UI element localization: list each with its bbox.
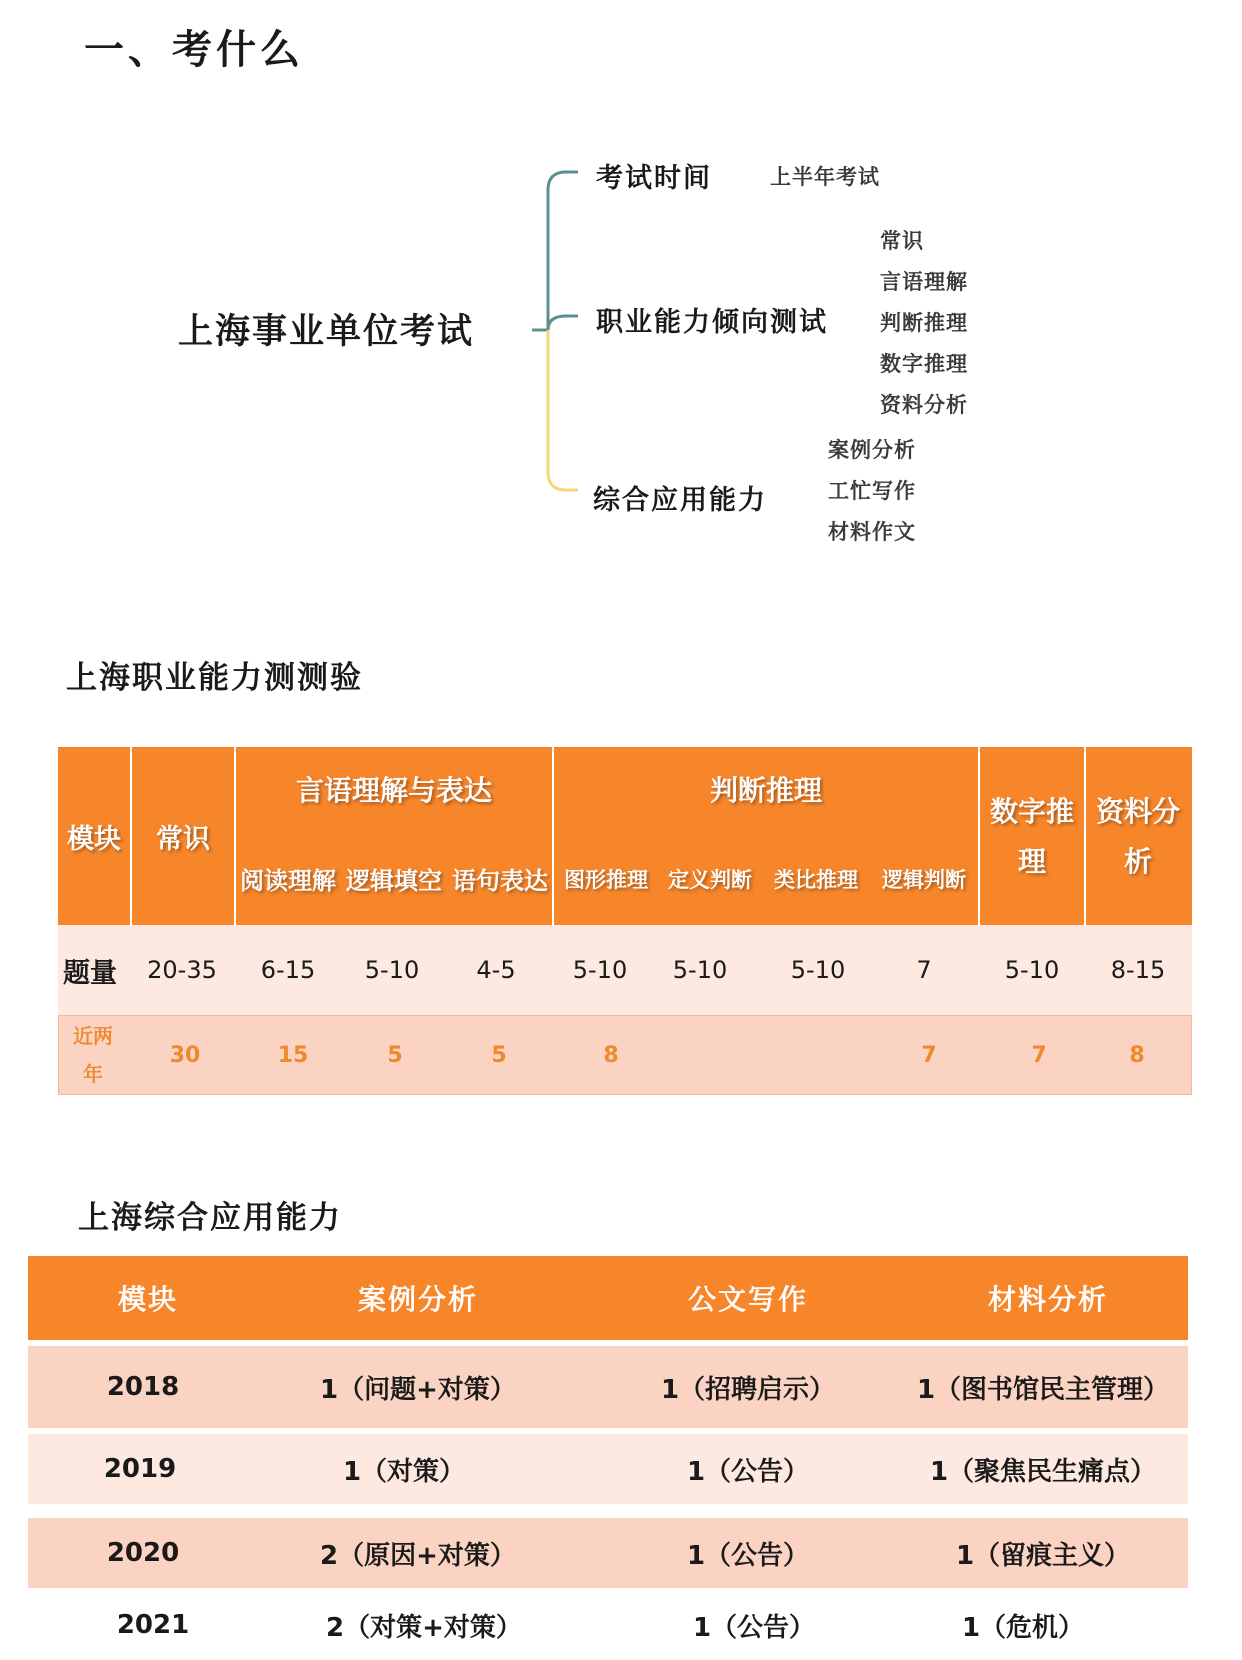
header-definition: 定义判断 (668, 868, 752, 892)
table-cell: 5-10 (364, 956, 420, 984)
table-cell: 1（图书馆民主管理） (916, 1374, 1170, 1405)
leaf-writing: 工忙写作 (828, 479, 916, 503)
header-case-analysis: 案例分析 (357, 1283, 478, 1316)
table-row-quantity (58, 925, 1192, 1017)
header-figure: 图形推理 (564, 868, 648, 892)
leaf-judgment: 判断推理 (880, 311, 968, 335)
branch-applied-ability: 综合应用能力 (593, 485, 767, 516)
leaf-verbal: 言语理解 (880, 270, 968, 294)
table-cell: 2（对策+对策） (326, 1612, 522, 1643)
table-cell: 4-5 (476, 956, 516, 984)
table-cell: 2019 (103, 1454, 177, 1484)
table-cell: 5-10 (790, 956, 846, 984)
table-cell: 7 (916, 956, 932, 984)
row-label-recent: 近两年 (73, 1024, 113, 1086)
table-cell: 2018 (106, 1372, 180, 1402)
table-row (28, 1518, 1188, 1588)
aptitude-table (58, 747, 1192, 1097)
table-cell: 2020 (106, 1538, 180, 1568)
header-document-writing: 公文写作 (687, 1283, 808, 1316)
section-applied-title: 上海综合应用能力 (78, 1200, 342, 1236)
leaf-case-analysis: 案例分析 (828, 438, 916, 462)
table-cell: 1（对策） (342, 1456, 466, 1487)
table-cell: 1（聚焦民生痛点） (929, 1456, 1157, 1487)
table-row (28, 1590, 1188, 1660)
table-cell: 8 (603, 1042, 619, 1068)
table-cell (765, 1016, 869, 1094)
mindmap-connectors (0, 0, 1242, 560)
table-cell: 1（危机） (961, 1612, 1085, 1643)
table-row-recent (58, 1015, 1192, 1095)
leaf-essay: 材料作文 (828, 520, 916, 544)
table-cell (659, 1016, 763, 1094)
header-logic: 逻辑判断 (882, 868, 966, 892)
leaf-first-half: 上半年考试 (770, 165, 880, 189)
table-cell: 5-10 (1004, 956, 1060, 984)
header-sentence: 语句表达 (452, 867, 548, 895)
table-cell: 5-10 (572, 956, 628, 984)
header-analogy: 类比推理 (774, 868, 858, 892)
table-cell: 7 (921, 1042, 937, 1068)
row-label-quantity: 题量 (63, 957, 117, 989)
page-title: 一、考什么 (84, 27, 304, 73)
table-cell: 20-35 (147, 956, 217, 984)
header-common-sense: 常识 (156, 823, 210, 855)
table-cell: 30 (169, 1042, 201, 1068)
table-row (28, 1346, 1188, 1428)
table-cell: 1（公告） (686, 1540, 810, 1571)
branch-exam-time: 考试时间 (596, 163, 712, 194)
table-cell: 8-15 (1110, 956, 1166, 984)
table-cell: 5-10 (672, 956, 728, 984)
header-material-analysis: 材料分析 (987, 1283, 1108, 1316)
table-row (28, 1434, 1188, 1504)
header-module: 模块 (67, 823, 121, 855)
header-numeric: 数字推理 (989, 795, 1074, 878)
table-cell: 8 (1129, 1042, 1145, 1068)
header-module: 模块 (117, 1283, 178, 1316)
table-cell: 5 (491, 1042, 507, 1068)
leaf-common-sense: 常识 (880, 229, 924, 253)
table-cell: 2（原因+对策） (320, 1540, 516, 1571)
header-reading: 阅读理解 (240, 867, 336, 895)
table-header (58, 747, 1192, 925)
table-cell: 7 (1031, 1042, 1047, 1068)
table-cell: 15 (277, 1042, 309, 1068)
table-cell: 1（招聘启示） (660, 1374, 836, 1405)
table-cell: 1（公告） (686, 1456, 810, 1487)
table-cell: 2021 (116, 1610, 190, 1640)
mindmap-root: 上海事业单位考试 (178, 312, 475, 352)
table-cell: 5 (387, 1042, 403, 1068)
branch-aptitude-test: 职业能力倾向测试 (596, 307, 828, 338)
table-cell: 1（公告） (692, 1612, 816, 1643)
header-data-analysis: 资料分析 (1095, 795, 1180, 878)
table-cell: 1（留痕主义） (955, 1540, 1131, 1571)
table-cell: 6-15 (260, 956, 316, 984)
leaf-numeric: 数字推理 (880, 352, 968, 376)
header-fill-blank: 逻辑填空 (346, 867, 442, 895)
header-judgment-group: 判断推理 (709, 774, 822, 807)
table-header (28, 1256, 1188, 1340)
section-aptitude-title: 上海职业能力测测验 (66, 660, 363, 696)
leaf-data-analysis: 资料分析 (880, 393, 968, 417)
header-verbal-group: 言语理解与表达 (295, 774, 492, 807)
table-cell: 1（问题+对策） (320, 1374, 516, 1405)
